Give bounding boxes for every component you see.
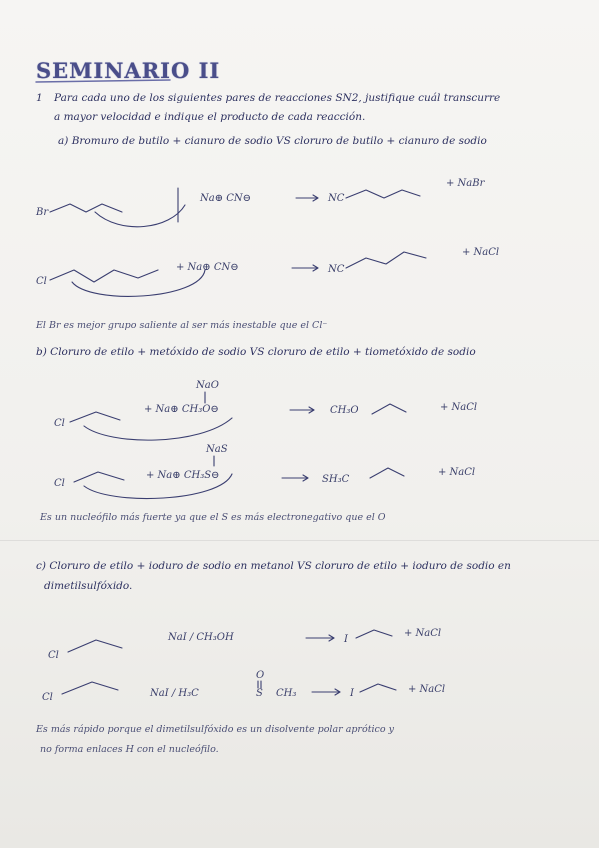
- part-a-rxn1-leaving-group: Br: [36, 207, 49, 218]
- part-b-rxn1-leaving-group: Cl: [54, 418, 65, 429]
- part-b-rxn2-curved-arrow: [84, 474, 232, 499]
- part-c-rxn1-product: I: [344, 634, 348, 645]
- part-c-rxn2-methyl: CH₃: [276, 688, 297, 699]
- part-b-rxn2-ethyl-chain: [74, 472, 124, 482]
- part-a-rxn2-product-chain: [346, 252, 426, 268]
- part-a-rxn1-butyl-chain: [50, 204, 122, 212]
- part-b-rxn2-product-chain: [370, 468, 404, 478]
- part-c-rxn2-product-chain: [360, 684, 396, 692]
- part-b-rxn1-above-label: NaO: [196, 380, 219, 391]
- part-b-rxn2-byproduct: + NaCl: [438, 467, 476, 478]
- part-a-rxn1-reagent: Na⊕ CN⊖: [200, 193, 252, 204]
- part-a-rxn1-product-chain: [346, 190, 420, 198]
- part-c-rxn1-ethyl-chain: [68, 640, 122, 652]
- part-b-rxn1-product: CH₃O: [330, 405, 359, 416]
- part-c-rxn2-leaving-group: Cl: [42, 692, 53, 703]
- part-a-rxn2-butyl-chain: [50, 270, 158, 282]
- part-c-rxn2-product: I: [350, 688, 354, 699]
- part-c-rxn1-reagent: NaI / CH₃OH: [168, 632, 234, 643]
- part-a-rxn1-byproduct: + NaBr: [446, 178, 485, 189]
- part-b-heading: b) Cloruro de etilo + metóxido de sodio VS cloruro de etilo + tiometóxido de sodio: [36, 346, 476, 358]
- part-c-rxn2-byproduct: + NaCl: [408, 684, 446, 695]
- part-a-rxn1-product: NC: [328, 193, 345, 204]
- part-a-rxn2-byproduct: + NaCl: [462, 247, 500, 258]
- part-a-answer: El Br es mejor grupo saliente al ser más inestable que el Cl⁻: [36, 320, 328, 331]
- question-line-2: a mayor velocidad e indique el producto de cada reacción.: [54, 111, 366, 123]
- part-c-rxn1-leaving-group: Cl: [48, 650, 59, 661]
- part-c-rxn2-so-double-bond: [258, 681, 261, 688]
- page-title: SEMINARIO II: [36, 58, 221, 83]
- part-a-rxn2-curved-arrow: [72, 270, 205, 296]
- part-b-rxn1-curved-arrow: [84, 418, 232, 440]
- part-b-rxn1-ethyl-chain: [70, 412, 120, 422]
- part-b-rxn1-byproduct: + NaCl: [440, 402, 478, 413]
- part-c-rxn2-reagent: NaI / H₃C: [150, 688, 199, 699]
- part-b-answer: Es un nucleófilo más fuerte ya que el S es más electronegativo que el O: [40, 512, 386, 523]
- title-underline: [36, 80, 170, 82]
- part-a-rxn2-reagent: + Na⊕ CN⊖: [176, 262, 239, 273]
- part-c-rxn2-sulfoxide-oxygen: O: [256, 670, 265, 681]
- part-c-answer-line-1: Es más rápido porque el dimetilsulfóxido es un disolvente polar aprótico y: [36, 724, 394, 735]
- part-b-rxn2-leaving-group: Cl: [54, 478, 65, 489]
- part-c-rxn1-product-chain: [356, 630, 392, 638]
- question-number: 1: [36, 92, 43, 104]
- part-b-rxn1-product-chain: [372, 404, 406, 414]
- part-c-answer-line-2: no forma enlaces H con el nucleófilo.: [40, 744, 219, 755]
- part-a-rxn1-curved-arrow: [95, 205, 185, 227]
- part-a-rxn2-product: NC: [328, 264, 345, 275]
- part-c-heading-line-1: c) Cloruro de etilo + ioduro de sodio en metanol VS cloruro de etilo + ioduro de sodio en: [36, 560, 511, 572]
- question-line-1: Para cada uno de los siguientes pares de reacciones SN2, justifique cuál transcurre: [54, 92, 501, 104]
- part-b-rxn2-reagent: + Na⊕ CH₃S⊖: [146, 470, 220, 481]
- part-b-rxn2-above-label: NaS: [206, 444, 228, 455]
- part-a-heading: a) Bromuro de butilo + cianuro de sodio VS cloruro de butilo + cianuro de sodio: [58, 135, 487, 147]
- part-c-rxn2-ethyl-chain: [62, 682, 118, 694]
- part-c-heading-line-2: dimetilsulfóxido.: [44, 580, 133, 592]
- part-b-rxn1-reagent: + Na⊕ CH₃O⊖: [144, 404, 219, 415]
- part-a-rxn2-leaving-group: Cl: [36, 276, 47, 287]
- part-c-rxn2-sulfoxide-sulfur: S: [256, 688, 263, 699]
- part-b-rxn2-product: SH₃C: [322, 474, 350, 485]
- part-c-rxn1-byproduct: + NaCl: [404, 628, 442, 639]
